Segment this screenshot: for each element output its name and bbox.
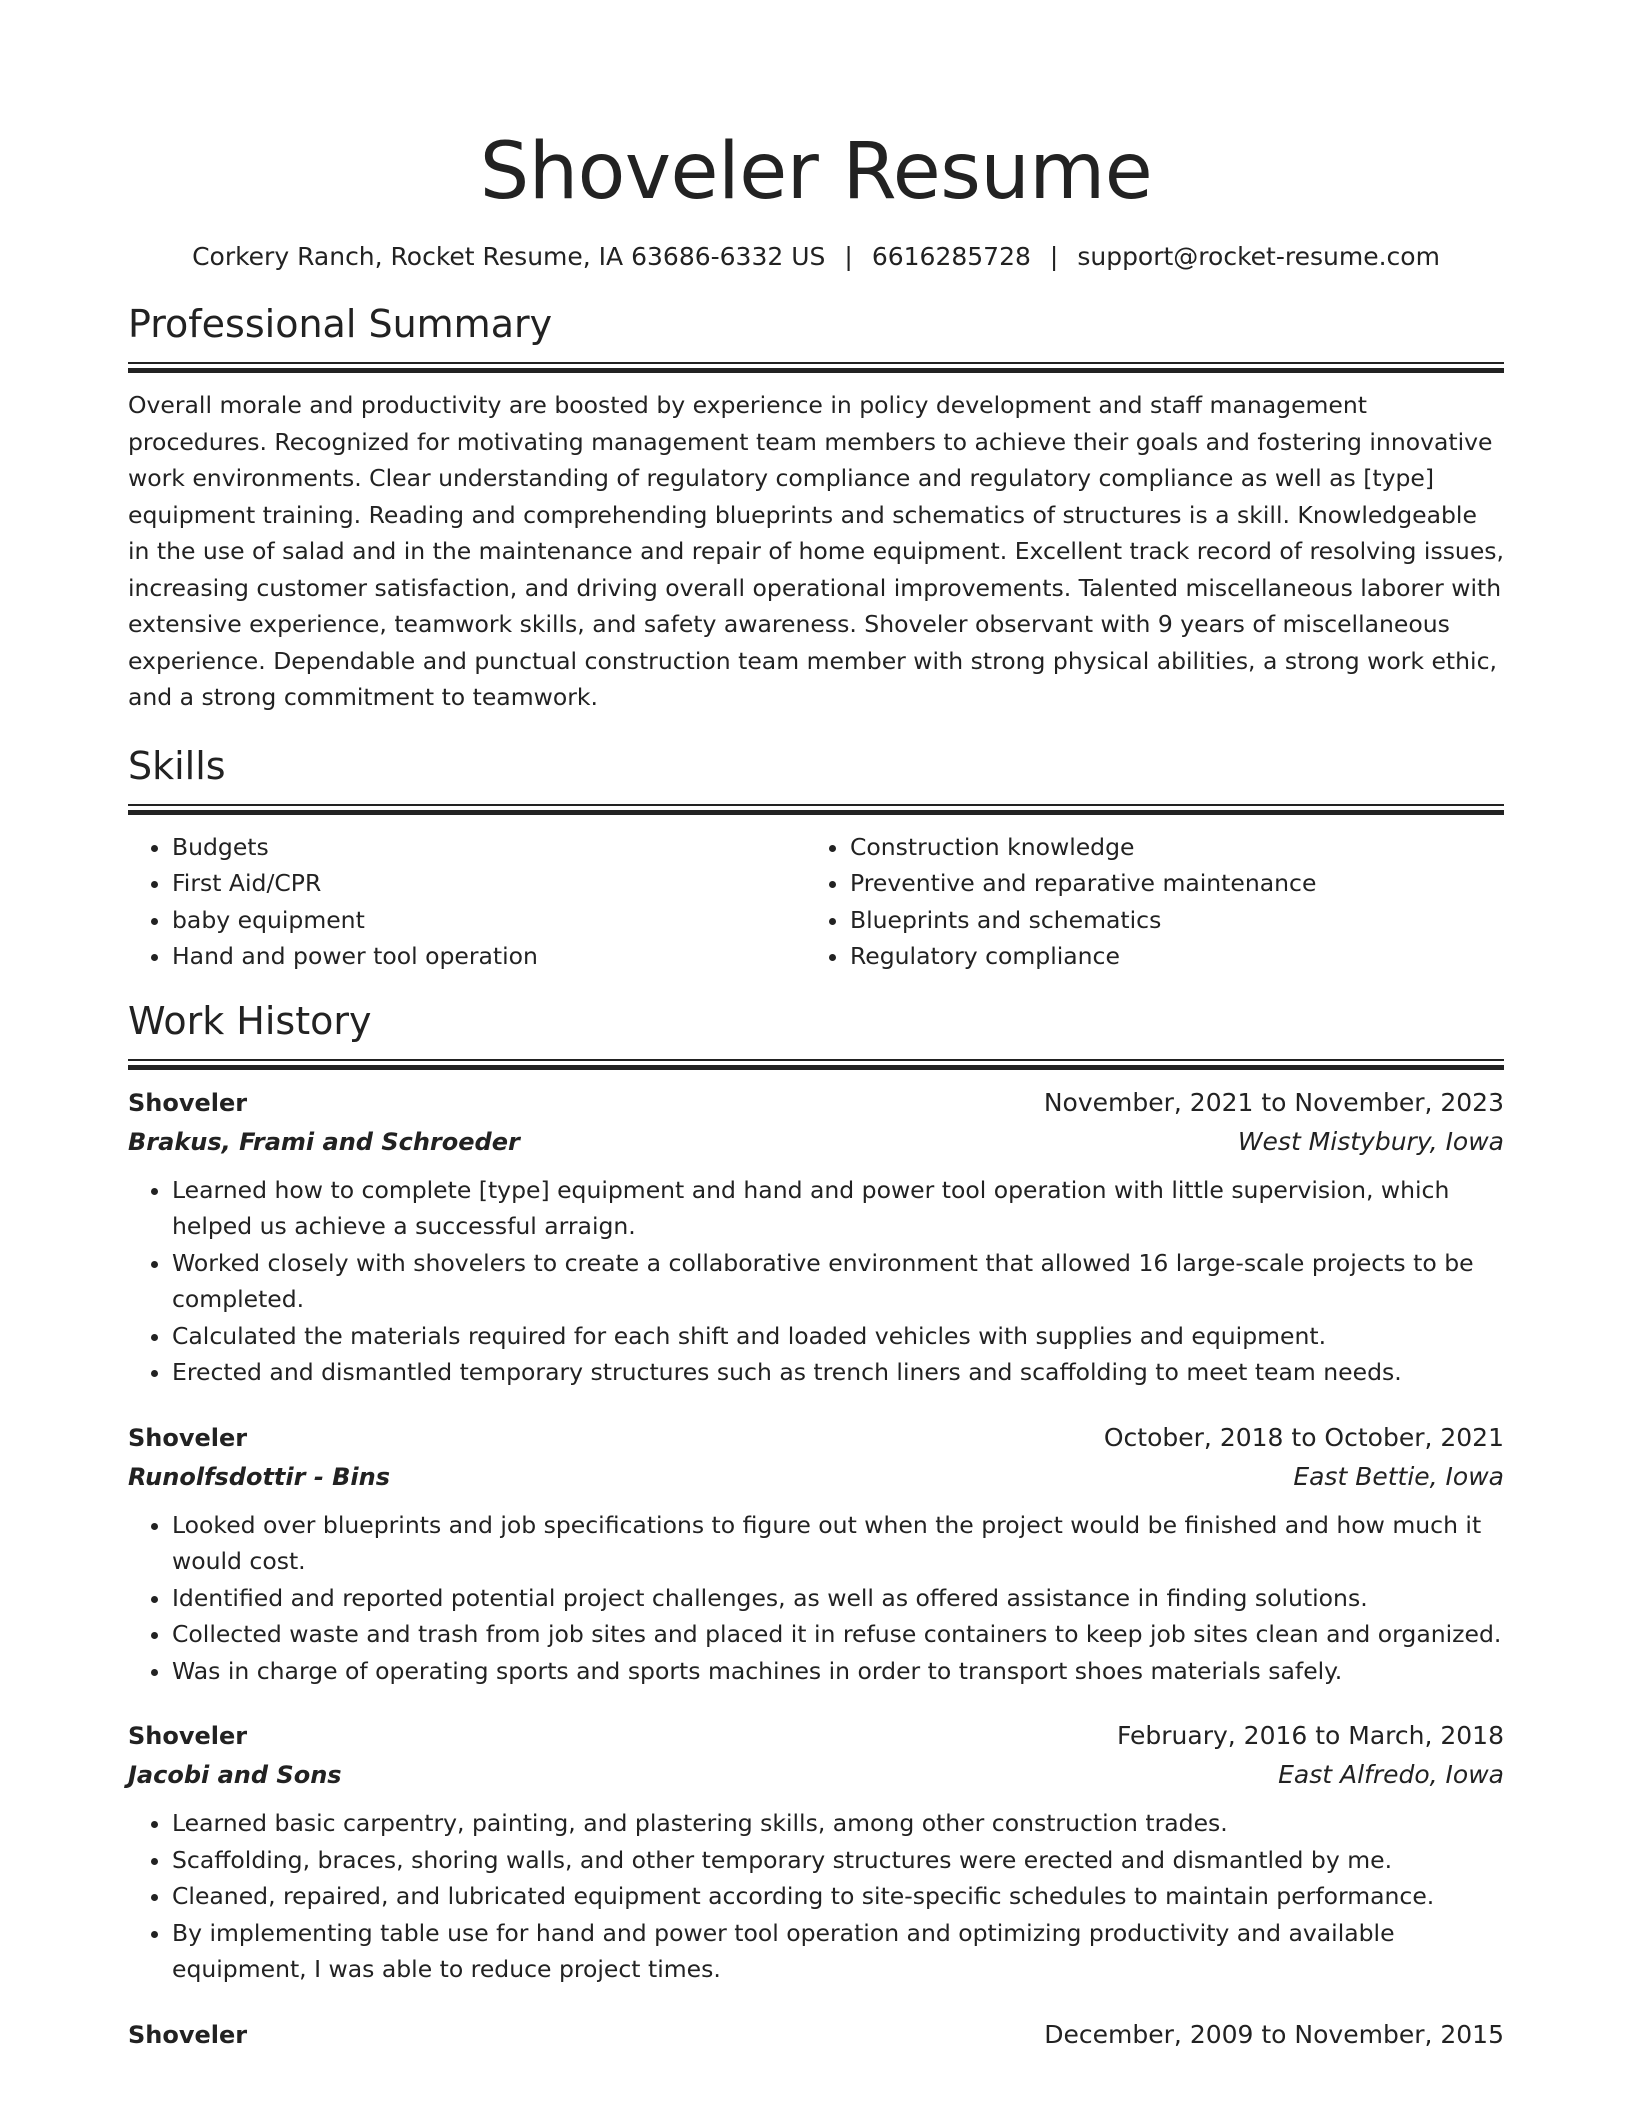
job-dates: October, 2018 to October, 2021 xyxy=(1103,1422,1504,1452)
job-bullet: • Identified and reported potential project challenges, as well as offered assistance in finding solutions. xyxy=(172,1580,1504,1617)
job-bullet: • Learned how to complete [type] equipment and hand and power tool operation with little supervision, which helped us achieve a successful arraign. xyxy=(172,1172,1504,1245)
job-header xyxy=(128,1419,1504,1457)
skill-item: • Regulatory compliance xyxy=(850,938,1484,975)
job-location: West Mistybury, Iowa xyxy=(1237,1126,1504,1156)
job-bullets xyxy=(128,1805,1504,1988)
skills-list xyxy=(128,829,1504,975)
job-bullet: • Erected and dismantled temporary structures such as trench liners and scaffolding to meet team needs. xyxy=(172,1354,1504,1391)
resume-page xyxy=(128,0,1504,2054)
job-location: East Alfredo, Iowa xyxy=(1278,1760,1504,1789)
job-bullet: • Collected waste and trash from job sites and placed it in refuse containers to keep job sites clean and organized. xyxy=(172,1616,1504,1653)
job-header xyxy=(128,1717,1504,1755)
contact-separator: | xyxy=(844,242,853,271)
skills-column-right xyxy=(806,829,1484,975)
contact-phone: 6616285728 xyxy=(871,242,1031,271)
contact-line xyxy=(128,240,1504,274)
job-title: Shoveler xyxy=(128,2020,248,2049)
skill-item: • Budgets xyxy=(172,829,806,866)
job-dates: February, 2016 to March, 2018 xyxy=(1116,1721,1504,1750)
job-header xyxy=(128,2016,1504,2054)
job-entry xyxy=(128,1084,1504,1391)
summary-text: Overall morale and productivity are boosted by experience in policy development and staff management procedures. Recognized for motivating management team members to achieve their goals and fostering innovative work environments. Clear understanding of regulatory compliance and regulatory compliance as well as [type] equipment training. Reading and comprehending blueprints and schematics of structures is a skill. Knowledgeable in the use of salad and in the maintenance and repair of home equipment. Excellent track record of resolving issues, increasing customer satisfaction, and driving overall operational improvements. Talented miscellaneous laborer with extensive experience, teamwork skills, and safety awareness. Shoveler observant with 9 years of miscellaneous experience. Dependable and punctual construction team member with strong physical abilities, a strong work ethic, and a strong commitment to teamwork. xyxy=(128,391,1505,711)
summary-section xyxy=(128,300,1504,716)
skill-item: • Hand and power tool operation xyxy=(172,938,806,975)
skill-item: • Preventive and reparative maintenance xyxy=(850,865,1484,902)
section-divider xyxy=(128,804,1504,815)
job-title: Shoveler xyxy=(128,1088,248,1117)
skill-item: • Construction knowledge xyxy=(850,829,1484,866)
job-title: Shoveler xyxy=(128,1722,248,1750)
job-bullet: • Scaffolding, braces, shoring walls, and other temporary structures were erected and dismantled by me. xyxy=(172,1842,1504,1879)
job-bullets xyxy=(128,1172,1504,1391)
job-subheader xyxy=(128,1457,1504,1497)
section-divider xyxy=(128,1059,1504,1070)
job-company: Runolfsdottir - Bins xyxy=(128,1462,391,1491)
job-bullet: • Cleaned, repaired, and lubricated equipment according to site-specific schedules to maintain performance. xyxy=(172,1878,1504,1915)
resume-title: Shoveler Resume xyxy=(479,127,1153,217)
skill-item: • baby equipment xyxy=(172,902,806,939)
job-bullet: • By implementing table use for hand and power tool operation and optimizing productivity and available equipment, I was able to reduce project times. xyxy=(172,1915,1504,1988)
job-dates: December, 2009 to November, 2015 xyxy=(1044,2019,1504,2049)
job-bullet: • Learned basic carpentry, painting, and plastering skills, among other construction trades. xyxy=(172,1805,1504,1842)
job-entry xyxy=(128,2016,1504,2054)
job-subheader xyxy=(128,1755,1504,1795)
job-bullet: • Worked closely with shovelers to create a collaborative environment that allowed 16 large-scale projects to be completed. xyxy=(172,1245,1504,1318)
job-entry xyxy=(128,1419,1504,1690)
job-company: Jacobi and Sons xyxy=(128,1761,342,1789)
skill-item: • Blueprints and schematics xyxy=(850,902,1484,939)
work-history-heading: Work History xyxy=(128,998,372,1043)
job-header xyxy=(128,1084,1504,1122)
skill-item: • First Aid/CPR xyxy=(172,865,806,902)
job-dates: November, 2021 to November, 2023 xyxy=(1043,1087,1504,1117)
skills-column-left xyxy=(128,829,806,975)
skills-section xyxy=(128,742,1504,975)
job-title: Shoveler xyxy=(128,1423,248,1452)
job-bullet: • Looked over blueprints and job specifications to figure out when the project would be finished and how much it would cost. xyxy=(172,1507,1504,1580)
summary-heading: Professional Summary xyxy=(128,302,553,346)
job-subheader xyxy=(128,1122,1504,1162)
job-entry xyxy=(128,1717,1504,1988)
skills-heading: Skills xyxy=(128,743,226,788)
contact-email: support@rocket-resume.com xyxy=(1077,242,1440,271)
contact-address: Corkery Ranch, Rocket Resume, IA 63686-6332 US xyxy=(192,242,826,271)
job-company: Brakus, Frami and Schroeder xyxy=(128,1127,520,1156)
contact-separator: | xyxy=(1049,242,1059,271)
work-history-section xyxy=(128,997,1504,2054)
section-divider xyxy=(128,362,1504,373)
job-bullet: • Was in charge of operating sports and sports machines in order to transport shoes materials safely. xyxy=(172,1653,1504,1690)
job-bullet: • Calculated the materials required for each shift and loaded vehicles with supplies and equipment. xyxy=(172,1318,1504,1355)
job-bullets xyxy=(128,1507,1504,1690)
job-location: East Bettie, Iowa xyxy=(1293,1461,1504,1491)
